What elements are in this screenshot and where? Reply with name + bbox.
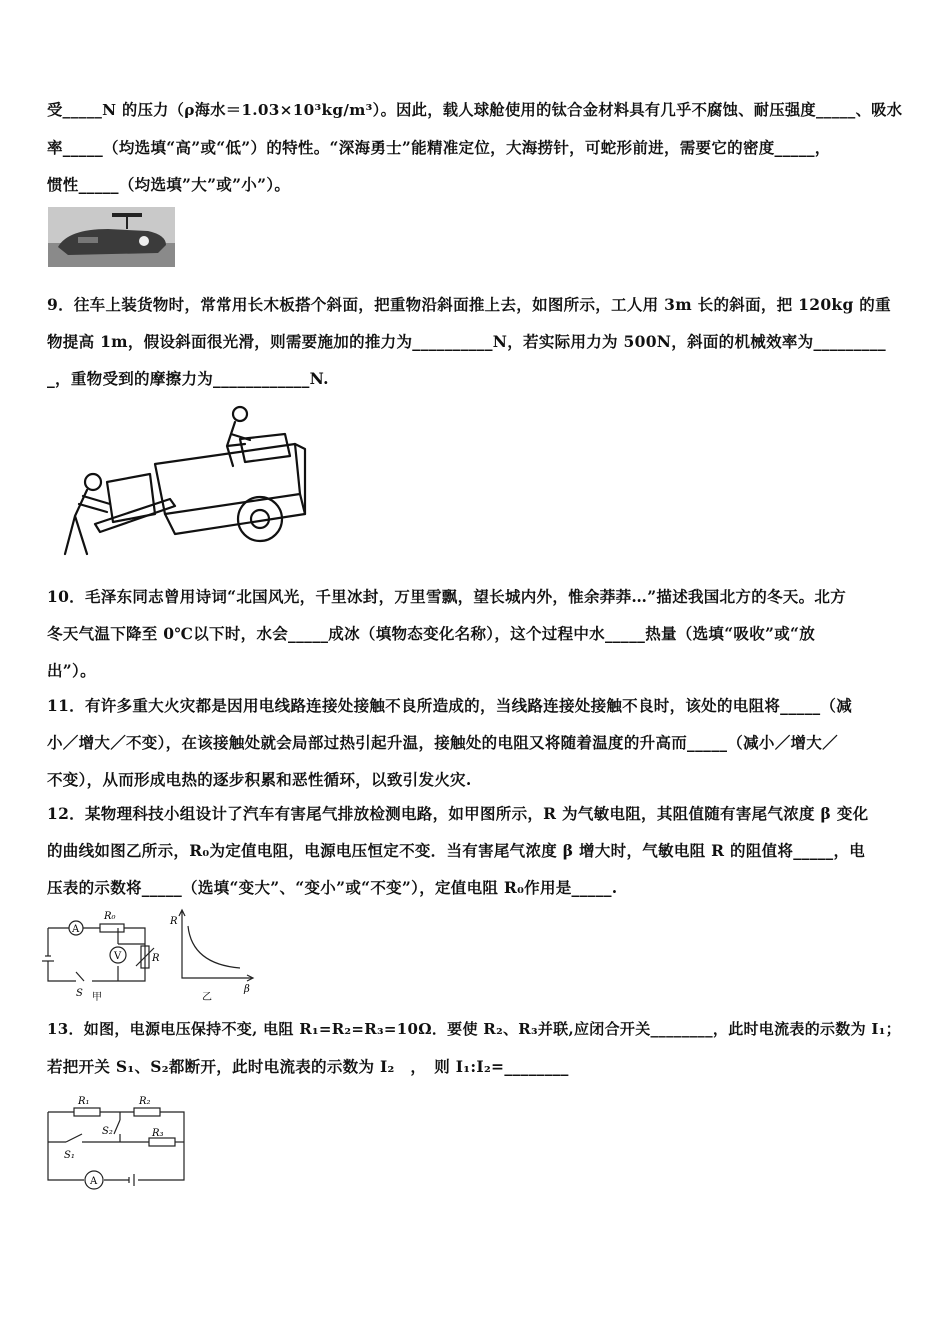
figure-yi-label: 乙 (202, 992, 212, 1003)
question-12 (47, 795, 907, 906)
q13-ammeter-label: A (90, 1176, 98, 1187)
graph-axis-x-label: β (244, 984, 250, 995)
q13-r1-label: R₁ (78, 1096, 90, 1107)
q13-line-2: 若把开关 S₁、S₂都断开，此时电流表的示数为 I₂ ， 则 I₁:I₂=________ (47, 1057, 569, 1076)
q12-line-2: 的曲线如图乙所示，R₀为定值电阻，电源电压恒定不变．当有害尾气浓度 β 增大时，气敏电阻 R 的阻值将_____，电 (47, 841, 866, 860)
q9-line-2: 物提高 1m，假设斜面很光滑，则需要施加的推力为__________N，若实际用力为 500N，斜面的机械效率为_________ (47, 332, 886, 351)
graph-yi (179, 910, 253, 981)
q11-line-3: 不变），从而形成电热的逐步积累和恶性循环，以致引发火灾. (47, 770, 472, 789)
q13-s1-label: S₁ (64, 1150, 75, 1161)
r-label: R (152, 953, 160, 964)
q12-line-1: 12．某物理科技小组设计了汽车有害尾气排放检测电路，如甲图所示，R 为气敏电阻，其阻值随有害尾气浓度 β 变化 (47, 804, 869, 823)
q13-line-1: 13．如图，电源电压保持不变, 电阻 R₁=R₂=R₃=10Ω．要使 R₂、R₃并联,应闭合开关________，此时电流表的示数为 I₁； (47, 1020, 901, 1038)
ammeter-label: A (72, 924, 80, 935)
graph-axis-y-label: R (170, 916, 178, 927)
submersible-photo (48, 207, 175, 267)
truck-loading-illustration (55, 404, 310, 564)
question-11 (47, 687, 907, 798)
q13-r2-label: R₂ (139, 1096, 151, 1107)
figure-jia-label: 甲 (92, 992, 102, 1003)
q9-line-1: 9．往车上装货物时，常常用长木板搭个斜面，把重物沿斜面推上去，如图所示，工人用 3m 长的斜面，把 120kg 的重 (47, 295, 891, 314)
question-13 (47, 1011, 907, 1085)
q9-line-3: _，重物受到的摩擦力为____________N. (47, 369, 329, 388)
circuit-jia (42, 924, 154, 981)
question-9 (47, 286, 907, 397)
q8-line-1: 受_____N 的压力（ρ海水＝1.03×10³kg/m³）。因此，载人球舱使用的钛合金材料具有几乎不腐蚀、耐压强度_____、吸水 (47, 101, 903, 119)
q8-line-3: 惯性_____（均选填”大”或”小”）。 (47, 175, 291, 194)
q10-line-1: 10．毛泽东同志曾用诗词“北国风光，千里冰封，万里雪飘，望长城内外，惟余莽莽…”描述我国北方的冬天。北方 (47, 587, 847, 606)
q12-figure (40, 906, 260, 1006)
question-10 (47, 578, 907, 689)
question-8 (47, 92, 907, 203)
r0-label: R₀ (104, 911, 116, 922)
switch-s-label: S (76, 988, 83, 999)
q12-line-3: 压表的示数将_____（选填“变大”、“变小”或“不变”），定值电阻 R₀作用是_____. (47, 878, 618, 897)
voltmeter-label: V (114, 951, 122, 962)
q13-s2-label: S₂ (102, 1126, 113, 1137)
q8-line-2: 率_____（均选填“高”或“低”）的特性。“深海勇士”能精准定位，大海捞针，可蛇形前进，需要它的密度_____， (47, 138, 831, 157)
q11-line-2: 小／增大／不变），在该接触处就会局部过热引起升温，接触处的电阻又将随着温度的升高而_____（减小／增大／ (47, 733, 838, 752)
q13-r3-label: R₃ (152, 1128, 164, 1139)
q11-line-1: 11．有许多重大火灾都是因用电线路连接处接触不良所造成的，当线路连接处接触不良时，该处的电阻将_____（减 (47, 696, 853, 715)
q13-circuit (44, 1090, 189, 1190)
q10-line-3: 出”）。 (47, 661, 96, 680)
q10-line-2: 冬天气温下降至 0℃以下时，水会_____成冰（填物态变化名称），这个过程中水_____热量（选填“吸收”或“放 (47, 624, 816, 643)
